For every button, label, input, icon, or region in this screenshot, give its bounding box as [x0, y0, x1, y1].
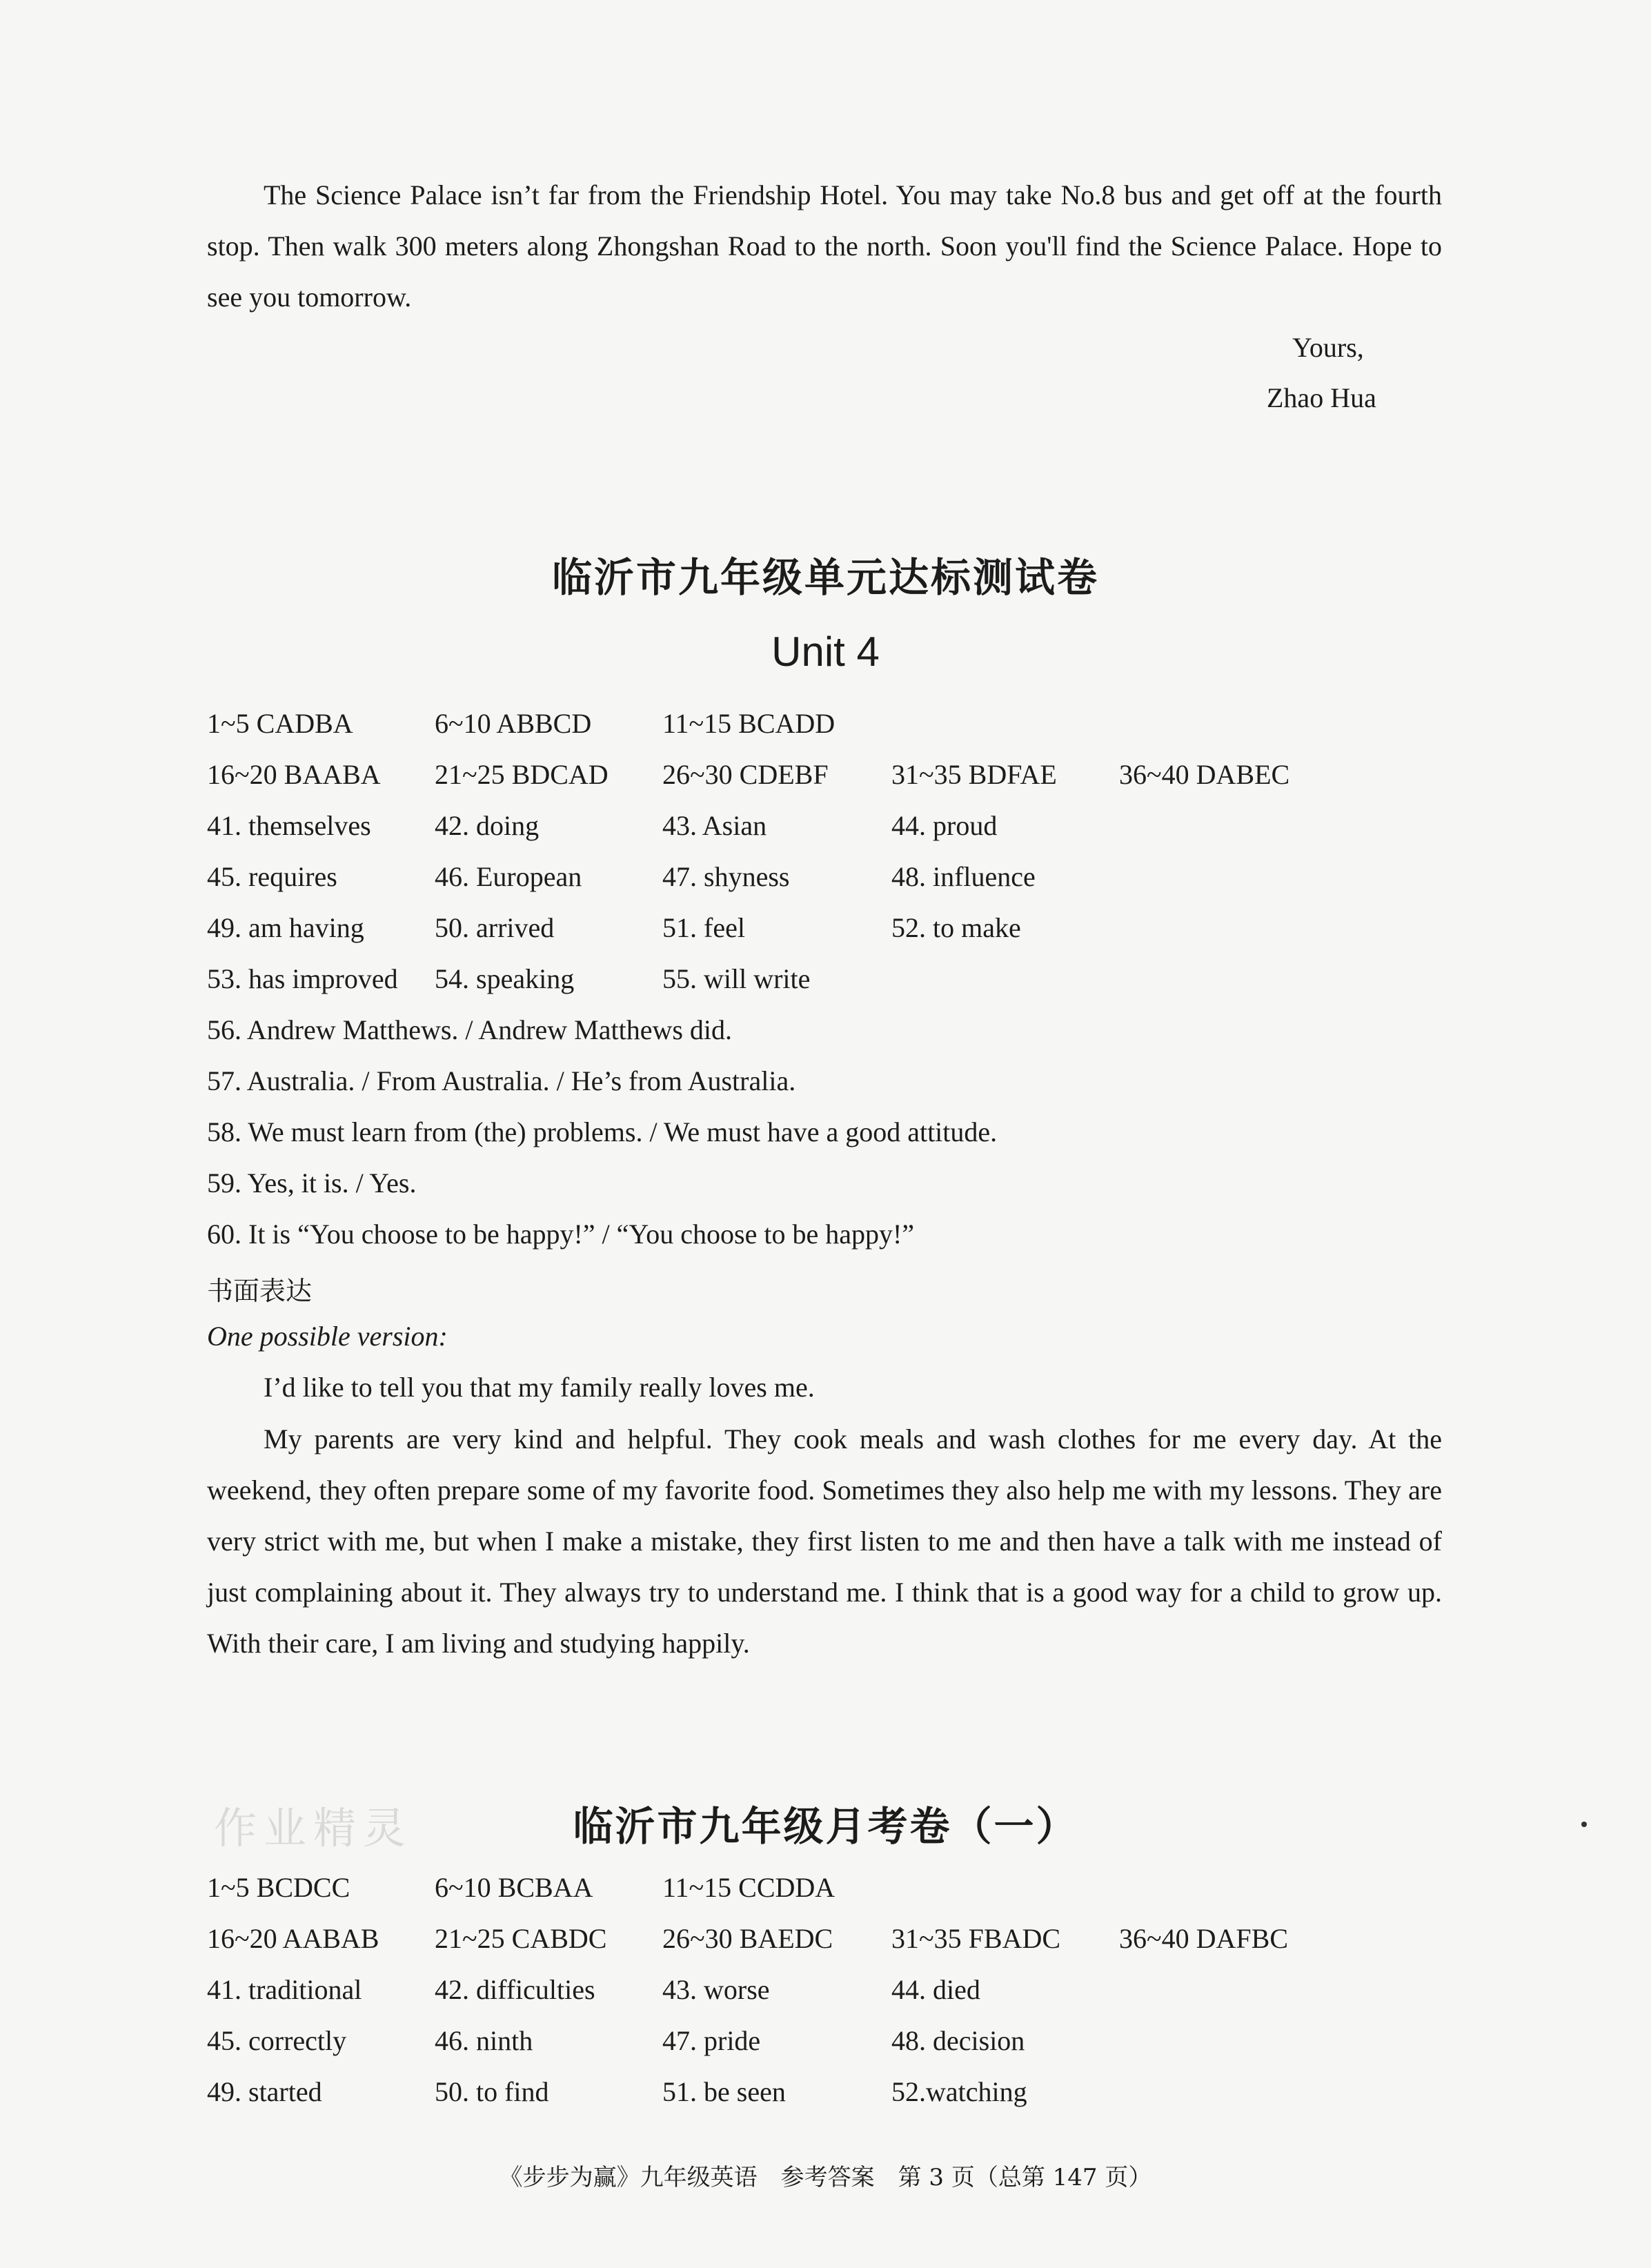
answer-cell: 47. shyness [662, 861, 790, 892]
answer-cell: 53. has improved [207, 963, 398, 994]
answer-cell: 26~30 CDEBF [662, 759, 829, 790]
answer-cell: 41. traditional [207, 1974, 362, 2005]
answer-cell: 52. to make [891, 912, 1021, 943]
answer-cell: 16~20 BAABA [207, 759, 381, 790]
essay-intro: I’d like to tell you that my family really loves me. [264, 1372, 815, 1403]
answer-cell: 50. to find [435, 2076, 549, 2107]
letter-signature: Zhao Hua [1267, 382, 1376, 413]
answer-cell: 31~35 FBADC [891, 1923, 1061, 1954]
essay-body: My parents are very kind and helpful. They cook meals and wash clothes for me every day. At the weekend, they often prepare some of my favorite food. Sometimes they also help me with my lessons. They are very strict with me, but when I make a mistake, they first listen to me and then have a talk with me instead of just complaining about it. They always try to understand me. I think that is a good way for a child to grow up. With their care, I am living and studying happily. [207, 1423, 1442, 1659]
version-label: One possible version: [207, 1321, 448, 1352]
answer-cell: 43. Asian [662, 810, 767, 841]
answer-cell: 51. feel [662, 912, 745, 943]
answer-cell: 41. themselves [207, 810, 371, 841]
answer-cell: 42. difficulties [435, 1974, 595, 2005]
answer-line: 59. Yes, it is. / Yes. [207, 1167, 417, 1199]
answer-cell: 6~10 BCBAA [435, 1872, 593, 1903]
answer-cell: 45. requires [207, 861, 337, 892]
answer-cell: 36~40 DABEC [1119, 759, 1290, 790]
letter-closing: Yours, [1292, 332, 1364, 363]
answer-cell: 51. be seen [662, 2076, 786, 2107]
answer-cell: 1~5 CADBA [207, 708, 353, 739]
answer-cell: 1~5 BCDCC [207, 1872, 350, 1903]
letter-paragraph: The Science Palace isn’t far from the Friendship Hotel. You may take No.8 bus and get off at the fourth stop. Then walk 300 meters along Zhongshan Road to the north. Soon you'll find the Science Palace. Hope to see you tomorrow. [207, 179, 1442, 313]
watermark: 作业精灵 [214, 1803, 413, 1853]
answer-cell: 54. speaking [435, 963, 575, 994]
answer-cell: 47. pride [662, 2025, 761, 2056]
answer-cell: 44. proud [891, 810, 998, 841]
unit4-subtitle: Unit 4 [771, 629, 880, 675]
monthly-title: 临沂市九年级月考卷（一） [573, 1803, 1078, 1850]
answer-cell: 31~35 BDFAE [891, 759, 1057, 790]
answer-cell: 44. died [891, 1974, 980, 2005]
unit4-title: 临沂市九年级单元达标测试卷 [551, 554, 1099, 601]
answer-cell: 50. arrived [435, 912, 555, 943]
answer-cell: 21~25 BDCAD [435, 759, 609, 790]
answer-cell: 48. influence [891, 861, 1036, 892]
answer-cell: 11~15 BCADD [662, 708, 836, 739]
answer-cell: 52.watching [891, 2076, 1027, 2107]
answer-cell: 43. worse [662, 1974, 770, 2005]
answer-cell: 26~30 BAEDC [662, 1923, 833, 1954]
answer-cell: 55. will write [662, 963, 811, 994]
answer-line: 60. It is “You choose to be happy!” / “You choose to be happy!” [207, 1219, 915, 1250]
answer-line: 57. Australia. / From Australia. / He’s from Australia. [207, 1065, 796, 1096]
answer-cell: 21~25 CABDC [435, 1923, 607, 1954]
answer-cell: 16~20 AABAB [207, 1923, 379, 1954]
answer-cell: 6~10 ABBCD [435, 708, 592, 739]
answer-cell: 45. correctly [207, 2025, 347, 2056]
answer-line: 56. Andrew Matthews. / Andrew Matthews did. [207, 1014, 733, 1045]
answer-cell: 46. ninth [435, 2025, 533, 2056]
answer-cell: 36~40 DAFBC [1119, 1923, 1289, 1954]
answer-cell: 49. am having [207, 912, 364, 943]
answer-cell: 49. started [207, 2076, 322, 2107]
page-footer: 《步步为赢》九年级英语 参考答案 第 3 页（总第 147 页） [499, 2164, 1152, 2191]
writing-label: 书面表达 [207, 1276, 313, 1306]
answer-cell: 11~15 CCDDA [662, 1872, 836, 1903]
answer-line: 58. We must learn from (the) problems. / We must have a good attitude. [207, 1116, 998, 1147]
ink-dot [1581, 1822, 1587, 1827]
answer-cell: 42. doing [435, 810, 540, 841]
answer-cell: 48. decision [891, 2025, 1025, 2056]
answer-cell: 46. European [435, 861, 582, 892]
